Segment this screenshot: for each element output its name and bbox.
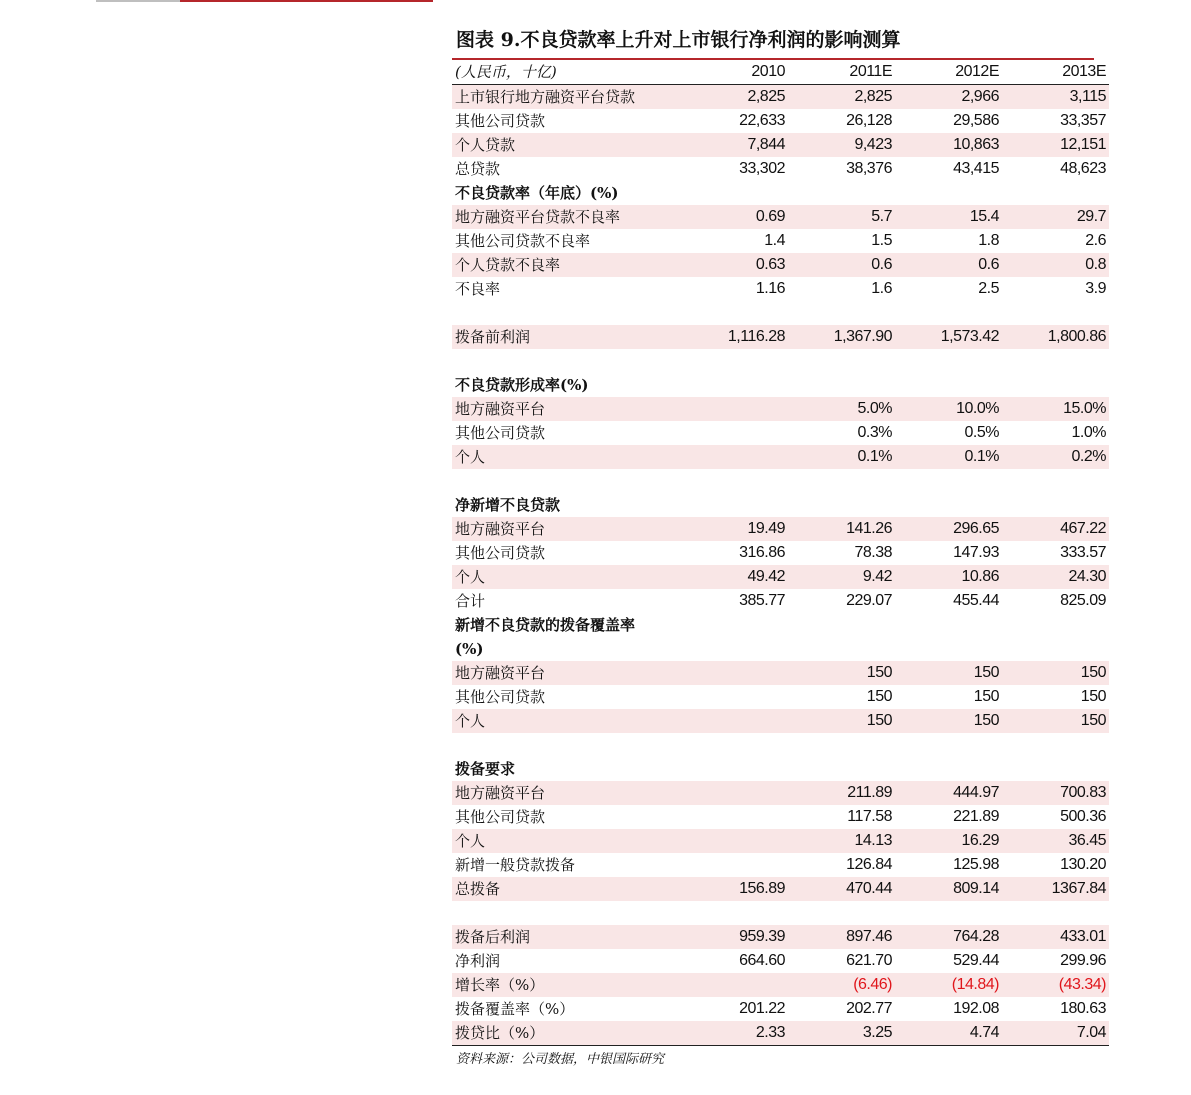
table-row xyxy=(452,853,1109,877)
row-label: 个人贷款不良率 xyxy=(452,253,681,277)
row-label: 其他公司贷款 xyxy=(455,544,546,562)
cell-2012e: 444.97 xyxy=(895,781,1002,805)
cell-2012e: 455.44 xyxy=(953,592,999,609)
cell-2012e: 43,415 xyxy=(953,160,999,177)
table-row xyxy=(452,229,1109,253)
cell-2013e: 433.01 xyxy=(1002,925,1109,949)
table-row xyxy=(452,445,1109,469)
cell-2011e xyxy=(788,373,895,397)
row-label: 地方融资平台贷款不良率 xyxy=(452,205,681,229)
cell-2011e xyxy=(788,637,895,661)
table-row xyxy=(452,973,1109,997)
cell-2011e: 117.58 xyxy=(847,808,892,825)
cell-2010 xyxy=(681,661,788,685)
cell-2012e: 1,573.42 xyxy=(895,325,1002,349)
table-row xyxy=(452,325,1109,349)
cell-2010: 664.60 xyxy=(739,952,785,969)
row-label xyxy=(452,901,681,925)
table-row xyxy=(452,109,1109,133)
cell-2011e: 1,367.90 xyxy=(788,325,895,349)
row-label: 个人 xyxy=(452,829,681,853)
cell-2012e: 147.93 xyxy=(953,544,999,561)
table-row xyxy=(452,781,1109,805)
cell-2010 xyxy=(681,805,788,829)
row-label: 其他公司贷款 xyxy=(455,808,546,826)
table-row xyxy=(452,397,1109,421)
cell-2013e: 3,115 xyxy=(1002,85,1109,110)
cell-2012e: 29,586 xyxy=(953,112,999,129)
cell-2011e: 26,128 xyxy=(846,112,892,129)
cell-2010: 385.77 xyxy=(739,592,785,609)
table-row xyxy=(452,541,1109,565)
row-label: 个人 xyxy=(452,445,681,469)
table-row xyxy=(452,133,1109,157)
cell-2011e: 150 xyxy=(788,709,895,733)
cell-2012e: 221.89 xyxy=(953,808,999,825)
cell-2011e: 1.6 xyxy=(871,280,892,297)
cell-2012e: 15.4 xyxy=(895,205,1002,229)
row-label: 上市银行地方融资平台贷款 xyxy=(452,85,681,110)
table-body xyxy=(452,85,1109,1046)
row-label: 个人 xyxy=(452,565,681,589)
cell-2012e xyxy=(895,901,1002,925)
row-label: 总贷款 xyxy=(455,160,501,178)
cell-2010 xyxy=(681,181,788,205)
cell-2011e xyxy=(788,493,895,517)
cell-2010 xyxy=(681,445,788,469)
cell-2013e: 33,357 xyxy=(1060,112,1106,129)
cell-2013e: 12,151 xyxy=(1002,133,1109,157)
cell-2013e: 1367.84 xyxy=(1002,877,1109,901)
cell-2013e xyxy=(1002,181,1109,205)
cell-2013e: 7.04 xyxy=(1002,1021,1109,1046)
table-row xyxy=(452,997,1109,1021)
cell-2011e xyxy=(788,469,895,493)
cell-2012e: 1.8 xyxy=(978,232,999,249)
figure-title: 图表 9.不良贷款率上升对上市银行净利润的影响测算 xyxy=(456,29,901,51)
cell-2010 xyxy=(681,637,788,661)
cell-2012e: 192.08 xyxy=(953,1000,999,1017)
table-row xyxy=(452,877,1109,901)
row-label: 合计 xyxy=(455,592,486,610)
cell-2010: 156.89 xyxy=(681,877,788,901)
cell-2011e: 211.89 xyxy=(788,781,895,805)
cell-2013e xyxy=(1002,613,1109,637)
table-row xyxy=(452,925,1109,949)
table-row xyxy=(452,949,1109,973)
cell-2010 xyxy=(681,613,788,637)
cell-2013e: 15.0% xyxy=(1002,397,1109,421)
cell-2010: 0.63 xyxy=(681,253,788,277)
cell-2011e: 150 xyxy=(788,661,895,685)
cell-2012e xyxy=(895,613,1002,637)
table-row xyxy=(452,253,1109,277)
row-label xyxy=(452,733,681,757)
cell-2010 xyxy=(681,397,788,421)
cell-2013e xyxy=(1002,301,1109,325)
spacer-row xyxy=(452,901,1109,925)
cell-2011e: 0.6 xyxy=(788,253,895,277)
row-label: 地方融资平台 xyxy=(452,517,681,541)
row-label: 新增不良贷款的拨备覆盖率 xyxy=(455,616,636,634)
cell-2013e: 500.36 xyxy=(1060,808,1106,825)
cell-2011e xyxy=(788,757,895,781)
header-rule-gray xyxy=(96,0,180,2)
row-label: 不良率 xyxy=(455,280,501,298)
header-rule-red xyxy=(180,0,433,2)
cell-2012e xyxy=(895,637,1002,661)
cell-2013e: 180.63 xyxy=(1060,1000,1106,1017)
cell-2010 xyxy=(681,757,788,781)
row-label: 拨备覆盖率（%） xyxy=(455,1000,575,1018)
unit-label: (人民币，十亿) xyxy=(452,60,681,85)
column-header: 2012E xyxy=(895,60,1002,85)
table-row xyxy=(452,277,1109,301)
row-label: 其他公司贷款 xyxy=(455,112,546,130)
cell-2011e: 229.07 xyxy=(846,592,892,609)
cell-2012e xyxy=(895,493,1002,517)
cell-2013e xyxy=(1002,469,1109,493)
cell-2011e xyxy=(788,901,895,925)
cell-2011e: 126.84 xyxy=(846,856,892,873)
cell-2012e: 529.44 xyxy=(953,952,999,969)
cell-2011e: 78.38 xyxy=(854,544,892,561)
cell-2013e xyxy=(1002,637,1109,661)
cell-2013e xyxy=(1002,733,1109,757)
row-label: 拨备要求 xyxy=(455,760,516,778)
cell-2012e: 2,966 xyxy=(895,85,1002,110)
cell-2013e: 1,800.86 xyxy=(1002,325,1109,349)
cell-2010: 7,844 xyxy=(681,133,788,157)
row-label xyxy=(452,301,681,325)
cell-2013e xyxy=(1002,757,1109,781)
cell-2012e xyxy=(895,181,1002,205)
cell-2012e: (14.84) xyxy=(895,973,1002,997)
table-row xyxy=(452,661,1109,685)
table-row xyxy=(452,517,1109,541)
cell-2012e: 4.74 xyxy=(895,1021,1002,1046)
cell-2013e: 825.09 xyxy=(1060,592,1106,609)
cell-2013e: 1.0% xyxy=(1071,424,1106,441)
cell-2010: 1,116.28 xyxy=(681,325,788,349)
figure-container xyxy=(452,26,1106,1070)
column-header: 2013E xyxy=(1002,60,1109,85)
cell-2013e: 36.45 xyxy=(1002,829,1109,853)
row-label: 其他公司贷款 xyxy=(455,688,546,706)
cell-2012e xyxy=(895,301,1002,325)
cell-2011e: 9,423 xyxy=(788,133,895,157)
cell-2010 xyxy=(681,685,788,709)
cell-2013e xyxy=(1002,493,1109,517)
table-row xyxy=(452,829,1109,853)
table-row xyxy=(452,589,1109,613)
cell-2013e: 150 xyxy=(1002,661,1109,685)
cell-2011e xyxy=(788,733,895,757)
cell-2012e xyxy=(895,757,1002,781)
cell-2010 xyxy=(681,421,788,445)
column-header: 2010 xyxy=(681,60,788,85)
cell-2011e: 14.13 xyxy=(788,829,895,853)
cell-2011e xyxy=(788,613,895,637)
estimate-table xyxy=(452,60,1109,1046)
cell-2011e: 38,376 xyxy=(846,160,892,177)
cell-2010 xyxy=(681,781,788,805)
cell-2010 xyxy=(681,733,788,757)
cell-2012e xyxy=(895,349,1002,373)
cell-2010: 49.42 xyxy=(681,565,788,589)
cell-2012e: 0.6 xyxy=(895,253,1002,277)
cell-2013e xyxy=(1002,349,1109,373)
cell-2012e: 10.86 xyxy=(895,565,1002,589)
cell-2011e: 897.46 xyxy=(788,925,895,949)
row-label: 新增一般贷款拨备 xyxy=(455,856,576,874)
cell-2011e: 621.70 xyxy=(846,952,892,969)
spacer-row xyxy=(452,733,1109,757)
cell-2012e: 0.5% xyxy=(964,424,999,441)
cell-2013e: 150 xyxy=(1002,709,1109,733)
section-header-row xyxy=(452,373,1109,397)
cell-2011e: (6.46) xyxy=(788,973,895,997)
section-header-row xyxy=(452,757,1109,781)
cell-2013e: 3.9 xyxy=(1085,280,1106,297)
table-row xyxy=(452,685,1109,709)
cell-2011e: 470.44 xyxy=(788,877,895,901)
cell-2011e: 0.1% xyxy=(788,445,895,469)
cell-2011e xyxy=(788,301,895,325)
cell-2012e: 150 xyxy=(895,709,1002,733)
row-label: 增长率（%） xyxy=(452,973,681,997)
cell-2010 xyxy=(681,493,788,517)
cell-2013e: 0.2% xyxy=(1002,445,1109,469)
cell-2010: 0.69 xyxy=(681,205,788,229)
row-label: 净新增不良贷款 xyxy=(455,496,561,514)
cell-2010 xyxy=(681,973,788,997)
cell-2011e: 5.7 xyxy=(788,205,895,229)
table-row xyxy=(452,157,1109,181)
row-label: 拨备前利润 xyxy=(452,325,681,349)
row-label: 其他公司贷款不良率 xyxy=(455,232,591,250)
cell-2013e: 299.96 xyxy=(1060,952,1106,969)
cell-2010: 201.22 xyxy=(739,1000,785,1017)
cell-2010: 316.86 xyxy=(739,544,785,561)
row-label: 净利润 xyxy=(455,952,501,970)
cell-2012e: 10.0% xyxy=(895,397,1002,421)
table-row xyxy=(452,805,1109,829)
cell-2010 xyxy=(681,373,788,397)
cell-2012e: 10,863 xyxy=(895,133,1002,157)
row-label xyxy=(452,349,681,373)
section-header-row xyxy=(452,637,1109,661)
row-label: 拨贷比（%） xyxy=(452,1021,681,1046)
section-header-row xyxy=(452,493,1109,517)
cell-2010: 1.16 xyxy=(755,280,785,297)
cell-2010 xyxy=(681,853,788,877)
cell-2011e: 0.3% xyxy=(857,424,892,441)
section-header-row xyxy=(452,613,1109,637)
cell-2010: 2.33 xyxy=(681,1021,788,1046)
row-label: 地方融资平台 xyxy=(452,397,681,421)
cell-2011e: 9.42 xyxy=(788,565,895,589)
cell-2013e xyxy=(1002,901,1109,925)
table-header-row xyxy=(452,60,1109,85)
cell-2012e xyxy=(895,733,1002,757)
cell-2010 xyxy=(681,349,788,373)
cell-2010 xyxy=(681,829,788,853)
table-row xyxy=(452,1021,1109,1046)
cell-2012e: 150 xyxy=(973,688,999,705)
cell-2011e: 5.0% xyxy=(788,397,895,421)
table-row xyxy=(452,85,1109,110)
cell-2013e: 2.6 xyxy=(1085,232,1106,249)
cell-2012e: 296.65 xyxy=(895,517,1002,541)
cell-2013e: 130.20 xyxy=(1060,856,1106,873)
cell-2013e: (43.34) xyxy=(1002,973,1109,997)
cell-2012e: 150 xyxy=(895,661,1002,685)
cell-2013e: 48,623 xyxy=(1060,160,1106,177)
cell-2012e xyxy=(895,469,1002,493)
row-label: 不良贷款形成率(%) xyxy=(455,376,589,394)
cell-2012e: 125.98 xyxy=(953,856,999,873)
column-header: 2011E xyxy=(788,60,895,85)
spacer-row xyxy=(452,301,1109,325)
cell-2013e: 24.30 xyxy=(1002,565,1109,589)
cell-2013e xyxy=(1002,373,1109,397)
row-label: 个人贷款 xyxy=(452,133,681,157)
section-header-row xyxy=(452,181,1109,205)
cell-2012e: 0.1% xyxy=(895,445,1002,469)
row-label: 不良贷款率（年底）(%) xyxy=(455,184,619,202)
cell-2012e xyxy=(895,373,1002,397)
cell-2011e: 2,825 xyxy=(788,85,895,110)
row-label: 总拨备 xyxy=(452,877,681,901)
table-row xyxy=(452,709,1109,733)
cell-2010: 22,633 xyxy=(739,112,785,129)
spacer-row xyxy=(452,349,1109,373)
cell-2011e xyxy=(788,349,895,373)
cell-2012e: 16.29 xyxy=(895,829,1002,853)
row-label: 拨备后利润 xyxy=(452,925,681,949)
cell-2011e: 141.26 xyxy=(788,517,895,541)
cell-2013e: 700.83 xyxy=(1002,781,1109,805)
cell-2013e: 333.57 xyxy=(1060,544,1106,561)
cell-2010 xyxy=(681,901,788,925)
cell-2010: 2,825 xyxy=(681,85,788,110)
cell-2012e: 764.28 xyxy=(895,925,1002,949)
cell-2013e: 29.7 xyxy=(1002,205,1109,229)
cell-2011e: 150 xyxy=(866,688,892,705)
row-label: 地方融资平台 xyxy=(452,661,681,685)
cell-2010 xyxy=(681,301,788,325)
cell-2011e xyxy=(788,181,895,205)
cell-2011e: 202.77 xyxy=(846,1000,892,1017)
source-note: 资料来源：公司数据，中银国际研究 xyxy=(456,1052,665,1067)
cell-2010 xyxy=(681,469,788,493)
cell-2012e: 2.5 xyxy=(978,280,999,297)
cell-2013e: 150 xyxy=(1080,688,1106,705)
spacer-row xyxy=(452,469,1109,493)
cell-2012e: 809.14 xyxy=(895,877,1002,901)
cell-2010: 19.49 xyxy=(681,517,788,541)
row-label: 个人 xyxy=(452,709,681,733)
cell-2013e: 0.8 xyxy=(1002,253,1109,277)
cell-2010: 959.39 xyxy=(681,925,788,949)
row-label: (%) xyxy=(455,640,484,658)
cell-2011e: 1.5 xyxy=(871,232,892,249)
cell-2010: 1.4 xyxy=(764,232,785,249)
cell-2010: 33,302 xyxy=(739,160,785,177)
cell-2010 xyxy=(681,709,788,733)
table-row xyxy=(452,205,1109,229)
table-row xyxy=(452,421,1109,445)
cell-2013e: 467.22 xyxy=(1002,517,1109,541)
cell-2011e: 3.25 xyxy=(788,1021,895,1046)
row-label: 其他公司贷款 xyxy=(455,424,546,442)
row-label xyxy=(452,469,681,493)
row-label: 地方融资平台 xyxy=(452,781,681,805)
table-row xyxy=(452,565,1109,589)
